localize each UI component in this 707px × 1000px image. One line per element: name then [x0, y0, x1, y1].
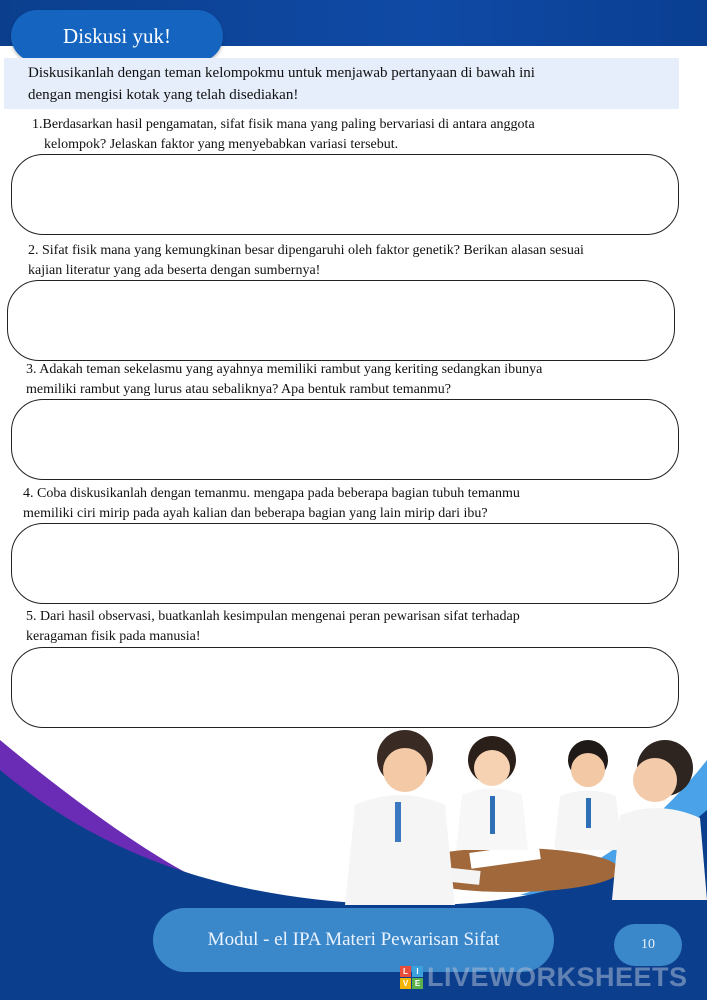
answer-box-1[interactable]: [11, 154, 679, 235]
instruction-line-2: dengan mengisi kotak yang telah disediakan!: [28, 87, 299, 103]
liveworksheets-brand: LIVEWORKSHEETS: [427, 962, 688, 992]
liveworksheets-watermark: [400, 962, 688, 993]
question-text: Berdasarkan hasil pengamatan, sifat fisik mana yang paling bervariasi di antara anggota: [42, 117, 535, 132]
question-3: [26, 360, 542, 400]
question-5: [26, 607, 520, 647]
module-title-pill: Modul - el IPA Materi Pewarisan Sifat: [153, 908, 554, 972]
question-text: 3. Adakah teman sekelasmu yang ayahnya memiliki rambut yang keriting sedangkan ibunya: [26, 362, 543, 377]
question-text: 2. Sifat fisik mana yang kemungkinan besar dipengaruhi oleh faktor genetik? Berikan alasan sesuai: [28, 243, 584, 258]
question-2: [28, 241, 584, 281]
answer-box-2[interactable]: [7, 280, 675, 361]
question-text: memiliki ciri mirip pada ayah kalian dan beberapa bagian yang lain mirip dari ibu?: [23, 506, 488, 521]
question-text: kelompok? Jelaskan faktor yang menyebabkan variasi tersebut.: [44, 137, 399, 152]
question-text: kajian literatur yang ada beserta dengan sumbernya!: [28, 263, 321, 278]
question-text: 5. Dari hasil observasi, buatkanlah kesimpulan mengenai peran pewarisan sifat terhadap: [26, 609, 520, 624]
liveworksheets-logo-icon: L I V E: [400, 966, 423, 989]
question-number: 1.: [32, 117, 43, 132]
section-badge: Diskusi yuk!: [11, 10, 223, 62]
question-text: memiliki rambut yang lurus atau sebaliknya? Apa bentuk rambut temanmu?: [26, 382, 451, 397]
answer-box-4[interactable]: [11, 523, 679, 604]
answer-box-5[interactable]: [11, 647, 679, 728]
question-4: [23, 484, 520, 524]
answer-box-3[interactable]: [11, 399, 679, 480]
instruction-box: [4, 58, 679, 109]
instruction-line-1: Diskusikanlah dengan teman kelompokmu untuk menjawab pertanyaan di bawah ini: [28, 65, 535, 81]
question-text: keragaman fisik pada manusia!: [26, 629, 201, 644]
question-text: 4. Coba diskusikanlah dengan temanmu. mengapa pada beberapa bagian tubuh temanmu: [23, 486, 520, 501]
question-1: [32, 115, 535, 155]
students-illustration: [345, 730, 707, 905]
page-number: 10: [614, 924, 682, 966]
